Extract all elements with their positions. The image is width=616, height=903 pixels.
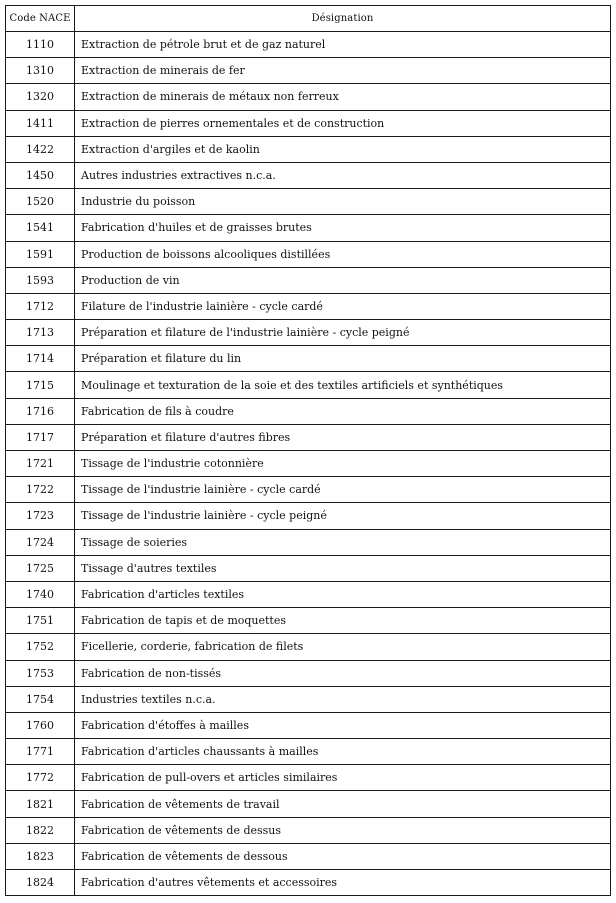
designation-cell: Fabrication de vêtements de dessous: [75, 843, 611, 869]
designation-cell: Fabrication de vêtements de travail: [75, 791, 611, 817]
table-header-row: [6, 6, 611, 32]
designation-cell: Préparation et filature du lin: [75, 346, 611, 372]
table-row: [6, 267, 611, 293]
table-row: [6, 320, 611, 346]
table-row: [6, 189, 611, 215]
designation-cell: Tissage de l'industrie cotonnière: [75, 451, 611, 477]
table-row: [6, 581, 611, 607]
nace-code-cell: 1716: [6, 398, 75, 424]
table-row: [6, 84, 611, 110]
column-header-designation: Désignation: [75, 6, 611, 32]
designation-cell: Extraction de minerais de métaux non ferreux: [75, 84, 611, 110]
nace-code-cell: 1753: [6, 660, 75, 686]
designation-cell: Tissage de l'industrie lainière - cycle cardé: [75, 477, 611, 503]
nace-code-cell: 1411: [6, 110, 75, 136]
designation-cell: Fabrication d'autres vêtements et accessoires: [75, 870, 611, 896]
table-row: [6, 58, 611, 84]
nace-code-cell: 1310: [6, 58, 75, 84]
designation-cell: Extraction de minerais de fer: [75, 58, 611, 84]
nace-code-table: [5, 5, 611, 896]
nace-code-cell: 1772: [6, 765, 75, 791]
table-row: [6, 215, 611, 241]
nace-code-cell: 1824: [6, 870, 75, 896]
nace-code-cell: 1725: [6, 555, 75, 581]
nace-code-cell: 1724: [6, 529, 75, 555]
table-row: [6, 634, 611, 660]
nace-code-cell: 1712: [6, 293, 75, 319]
designation-cell: Fabrication de fils à coudre: [75, 398, 611, 424]
table-row: [6, 136, 611, 162]
nace-code-cell: 1320: [6, 84, 75, 110]
nace-code-cell: 1721: [6, 451, 75, 477]
table-row: [6, 451, 611, 477]
designation-cell: Fabrication d'huiles et de graisses brutes: [75, 215, 611, 241]
table-row: [6, 424, 611, 450]
table-row: [6, 686, 611, 712]
designation-cell: Extraction d'argiles et de kaolin: [75, 136, 611, 162]
nace-code-cell: 1717: [6, 424, 75, 450]
nace-code-cell: 1715: [6, 372, 75, 398]
designation-cell: Fabrication d'étoffes à mailles: [75, 712, 611, 738]
nace-code-cell: 1520: [6, 189, 75, 215]
table-row: [6, 162, 611, 188]
nace-code-cell: 1823: [6, 843, 75, 869]
nace-code-cell: 1751: [6, 608, 75, 634]
table-row: [6, 555, 611, 581]
designation-cell: Fabrication d'articles textiles: [75, 581, 611, 607]
table-row: [6, 870, 611, 896]
table-row: [6, 791, 611, 817]
designation-cell: Extraction de pétrole brut et de gaz naturel: [75, 32, 611, 58]
designation-cell: Filature de l'industrie lainière - cycle cardé: [75, 293, 611, 319]
table-row: [6, 739, 611, 765]
table-row: [6, 503, 611, 529]
nace-code-cell: 1110: [6, 32, 75, 58]
table-row: [6, 241, 611, 267]
designation-cell: Extraction de pierres ornementales et de construction: [75, 110, 611, 136]
nace-code-cell: 1760: [6, 712, 75, 738]
nace-code-cell: 1713: [6, 320, 75, 346]
designation-cell: Industrie du poisson: [75, 189, 611, 215]
nace-code-cell: 1714: [6, 346, 75, 372]
table-row: [6, 293, 611, 319]
designation-cell: Préparation et filature d'autres fibres: [75, 424, 611, 450]
nace-code-cell: 1771: [6, 739, 75, 765]
table-row: [6, 372, 611, 398]
nace-code-cell: 1723: [6, 503, 75, 529]
nace-code-cell: 1752: [6, 634, 75, 660]
table-row: [6, 712, 611, 738]
designation-cell: Autres industries extractives n.c.a.: [75, 162, 611, 188]
designation-cell: Fabrication de vêtements de dessus: [75, 817, 611, 843]
designation-cell: Fabrication de pull-overs et articles similaires: [75, 765, 611, 791]
nace-code-cell: 1422: [6, 136, 75, 162]
designation-cell: Production de vin: [75, 267, 611, 293]
designation-cell: Production de boissons alcooliques distillées: [75, 241, 611, 267]
designation-cell: Tissage de l'industrie lainière - cycle peigné: [75, 503, 611, 529]
table-row: [6, 817, 611, 843]
designation-cell: Ficellerie, corderie, fabrication de filets: [75, 634, 611, 660]
nace-code-cell: 1593: [6, 267, 75, 293]
designation-cell: Fabrication de non-tissés: [75, 660, 611, 686]
table-row: [6, 110, 611, 136]
nace-code-cell: 1541: [6, 215, 75, 241]
nace-code-cell: 1822: [6, 817, 75, 843]
table-row: [6, 529, 611, 555]
designation-cell: Fabrication de tapis et de moquettes: [75, 608, 611, 634]
nace-code-cell: 1591: [6, 241, 75, 267]
nace-code-cell: 1754: [6, 686, 75, 712]
designation-cell: Moulinage et texturation de la soie et des textiles artificiels et synthétiques: [75, 372, 611, 398]
table-body: [6, 32, 611, 896]
table-row: [6, 346, 611, 372]
table-row: [6, 32, 611, 58]
nace-code-cell: 1722: [6, 477, 75, 503]
column-header-code: Code NACE: [6, 6, 75, 32]
designation-cell: Tissage d'autres textiles: [75, 555, 611, 581]
designation-cell: Fabrication d'articles chaussants à mailles: [75, 739, 611, 765]
table-row: [6, 660, 611, 686]
table-row: [6, 608, 611, 634]
nace-code-cell: 1450: [6, 162, 75, 188]
designation-cell: Préparation et filature de l'industrie lainière - cycle peigné: [75, 320, 611, 346]
nace-code-cell: 1821: [6, 791, 75, 817]
designation-cell: Tissage de soieries: [75, 529, 611, 555]
table-row: [6, 765, 611, 791]
table-row: [6, 398, 611, 424]
nace-code-cell: 1740: [6, 581, 75, 607]
table-row: [6, 843, 611, 869]
table-row: [6, 477, 611, 503]
designation-cell: Industries textiles n.c.a.: [75, 686, 611, 712]
